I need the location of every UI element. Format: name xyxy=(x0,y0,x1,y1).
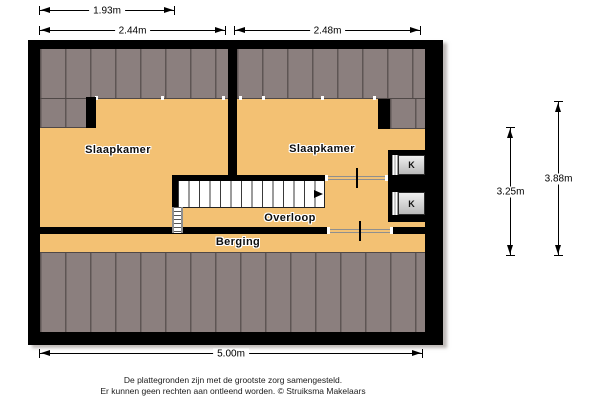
arrow-down-icon xyxy=(507,245,513,254)
arrow-left-icon xyxy=(41,7,50,13)
arrow-up-icon xyxy=(507,129,513,138)
roof-slope-top-left xyxy=(40,49,228,99)
arrow-left-icon xyxy=(236,27,245,33)
dimension-depth-outer xyxy=(544,102,573,255)
disclaimer-line2: Er kunnen geen rechten aan ontleend worden. © Struiksma Makelaars xyxy=(100,386,366,396)
room-label-storage: Berging xyxy=(215,236,261,248)
door-storage xyxy=(327,227,393,234)
arrow-left-icon xyxy=(41,350,50,356)
arrow-left-icon xyxy=(41,27,50,33)
closet-block xyxy=(388,150,425,222)
stairs-direction-arrow-icon xyxy=(314,190,323,198)
arrow-down-icon xyxy=(555,245,561,254)
wall-stub-left xyxy=(86,97,96,128)
arrow-right-icon xyxy=(412,350,421,356)
disclaimer-line1: De plattegronden zijn met de grootste zorg samengesteld. xyxy=(123,375,343,385)
staircase xyxy=(178,181,325,208)
closet-2 xyxy=(398,192,425,215)
knee-line-tick xyxy=(239,96,242,100)
dimension-top-inner xyxy=(40,5,174,16)
closet-1-label: K xyxy=(408,160,415,170)
dimension-top-inner-label: 1.93m xyxy=(89,5,125,16)
door-bedroom-right xyxy=(325,175,388,181)
disclaimer xyxy=(16,375,450,397)
closet-1 xyxy=(398,155,425,175)
chimney-hatch xyxy=(172,207,183,233)
arrow-right-icon xyxy=(215,27,224,33)
room-label-landing: Overloop xyxy=(264,212,316,224)
door-end xyxy=(325,175,328,181)
dimension-depth-outer-label: 3.88m xyxy=(541,173,577,184)
dimension-depth-inner-label: 3.25m xyxy=(493,186,529,197)
arrow-right-icon xyxy=(164,7,173,13)
dimension-left-room-width-label: 2.44m xyxy=(115,25,151,36)
room-label-bedroom-left: Slaapkamer xyxy=(85,144,151,156)
door-tick xyxy=(356,168,358,188)
knee-line-tick xyxy=(161,96,164,100)
door-end xyxy=(390,227,393,234)
wall-stub-right xyxy=(378,99,390,129)
door-end xyxy=(327,227,330,234)
roof-slope-bottom xyxy=(40,252,425,332)
dimension-depth-inner xyxy=(496,128,525,255)
knee-line-tick xyxy=(321,96,324,100)
arrow-up-icon xyxy=(555,103,561,112)
roof-slope-top-right-extension xyxy=(390,99,425,129)
dimension-right-room-width-label: 2.48m xyxy=(310,25,346,36)
knee-line-tick xyxy=(262,96,265,100)
dimension-total-width xyxy=(40,348,422,359)
arrow-right-icon xyxy=(410,27,419,33)
dimension-left-room-width xyxy=(40,25,225,36)
closet-2-label: K xyxy=(408,198,415,209)
roof-slope-top-right xyxy=(237,49,425,99)
wall-between-bedrooms xyxy=(228,49,237,181)
roof-slope-top-left-extension xyxy=(40,99,86,128)
room-label-bedroom-right: Slaapkamer xyxy=(289,143,355,155)
knee-line-tick xyxy=(373,96,376,100)
dimension-total-width-label: 5.00m xyxy=(213,348,249,359)
door-tick xyxy=(359,221,361,241)
dimension-right-room-width xyxy=(235,25,420,36)
knee-line-tick xyxy=(222,96,225,100)
